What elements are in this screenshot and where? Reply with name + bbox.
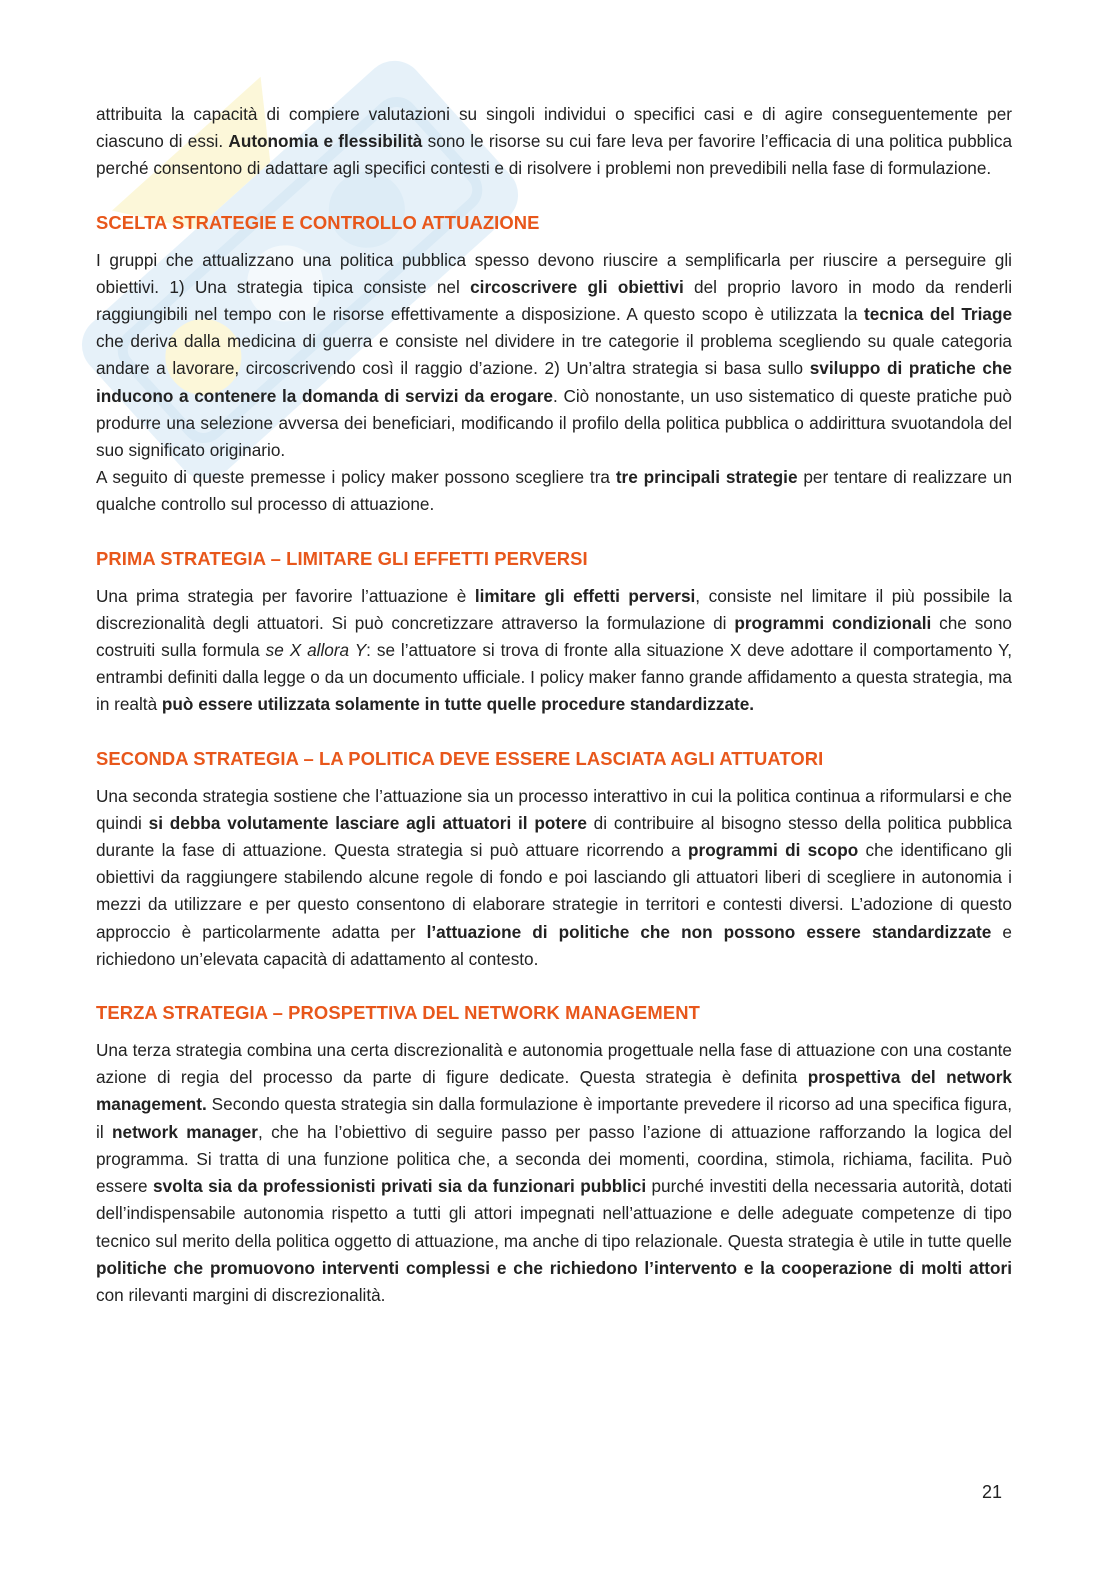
section-heading: TERZA STRATEGIA – PROSPETTIVA DEL NETWORK MANAGEMENT: [96, 1002, 700, 1024]
text-run: , che ha l’obiettivo di seguire passo per passo l’azione di attuazione rafforzando la logica del programma. Si tratta di una funzione politica che, a seconda dei momenti, coordina, stimola, richiama, facilita. Può essere: [96, 1121, 1012, 1197]
bold-text: svolta sia da professionisti privati sia da funzionari pubblici: [153, 1176, 647, 1197]
text-run: di contribuire al bisogno stesso della politica pubblica durante la fase di attuazione. Questa strategia si può attuare ricorrendo a: [96, 812, 1012, 861]
bold-text: tecnica del Triage: [864, 304, 1012, 325]
section-paragraph: [96, 1037, 1012, 1309]
italic-text: se X allora Y: [265, 640, 367, 661]
section-paragraph: [96, 583, 1012, 719]
text-run: del proprio lavoro in modo da renderli raggiungibili nel tempo con le risorse effettivamente a disposizione. A questo scopo è utilizzata la: [96, 276, 1013, 325]
text-run: , consiste nel limitare il più possibile la discrezionalità degli attuatori. Si può concretizzare attraverso la formulazione di: [96, 585, 1013, 633]
bold-text: politiche che promuovono interventi complessi e che richiedono l’intervento e la cooperazione di molti attori: [96, 1257, 1012, 1278]
bold-text: programmi di scopo: [688, 840, 859, 861]
bold-text: l’attuazione di politiche che non possono essere standardizzate: [426, 921, 992, 942]
bold-text: si debba volutamente lasciare agli attuatori il potere: [148, 812, 587, 833]
bold-text: può essere utilizzata solamente in tutte quelle procedure standardizzate.: [161, 694, 755, 715]
text-run: A seguito di queste premesse i policy maker possono scegliere tra: [96, 467, 616, 488]
bold-text: sviluppo di pratiche che inducono a contenere la domanda di servizi da erogare: [96, 358, 1012, 406]
text-run: sono le risorse su cui fare leva per favorire l’efficacia di una politica pubblica perché consentono di adattare agli specifici contesti e di risolvere i problemi non prevedibili nella fase di formulazione.: [96, 131, 1013, 179]
text-run: I gruppi che attualizzano una politica pubblica spesso devono riuscire a semplificarla per riuscire a perseguire gli obiettivi. 1) Una strategia tipica consiste nel: [96, 249, 1012, 297]
text-run: Una seconda strategia sostiene che l’attuazione sia un processo interattivo in cui la politica continua a riformularsi e che quindi: [96, 785, 1012, 833]
text-run: che identificano gli obiettivi da raggiungere stabilendo alcune regole di fondo e poi lasciando gli attuatori liberi di scegliere in autonomia i mezzi da utilizzare e per questo consentono di elaborare strategie in territori e contesti diversi. L’adozione di questo approccio è particolarmente adatta per: [96, 840, 1012, 942]
text-run: che deriva dalla medicina di guerra e consiste nel dividere in tre categorie il problema scegliendo su quale categoria andare a lavorare, circoscrivendo così il raggio d’azione. 2) Un’altra strategia si basa sullo: [96, 331, 1012, 379]
bold-text: prospettiva del network management.: [96, 1067, 1012, 1115]
bold-text: circoscrivere gli obiettivi: [470, 276, 684, 297]
page-content: [96, 101, 1012, 1309]
section-heading: SCELTA STRATEGIE E CONTROLLO ATTUAZIONE: [96, 211, 540, 233]
text-run: e richiedono un’elevata capacità di adattamento al contesto.: [96, 921, 1012, 969]
text-run: : se l’attuatore si trova di fronte alla situazione X deve adottare il comportamento Y, entrambi definiti dalla legge o da un documento ufficiale. I policy maker fanno grande affidamento a questa strategia, ma in realtà: [96, 640, 1013, 715]
text-run: Una prima strategia per favorire l’attuazione è: [96, 585, 475, 606]
section-heading: PRIMA STRATEGIA – LIMITARE GLI EFFETTI PERVERSI: [96, 547, 588, 569]
section-heading: SECONDA STRATEGIA – LA POLITICA DEVE ESSERE LASCIATA AGLI ATTUATORI: [96, 747, 824, 769]
bold-text: tre principali strategie: [615, 467, 798, 488]
section-paragraph: [96, 783, 1012, 973]
text-run: . Ciò nonostante, un uso sistematico di queste pratiche può produrre una selezione avversa dei beneficiari, modificando il profilo della politica pubblica o addirittura svuotandola del suo significato originario.: [96, 385, 1012, 461]
bold-text: Autonomia e flessibilità: [228, 131, 423, 152]
bold-text: network manager: [112, 1121, 258, 1142]
text-run: Una terza strategia combina una certa discrezionalità e autonomia progettuale nella fase di attuazione con una costante azione di regia del processo da parte di figure dedicate. Questa strategia è definita: [96, 1040, 1012, 1088]
section-paragraph: [96, 464, 1012, 518]
text-run: attribuita la capacità di compiere valutazioni su singoli individui o specifici casi e di agire conseguentemente per ciascuno di essi.: [96, 104, 1012, 152]
bold-text: programmi condizionali: [734, 612, 932, 633]
page-number: 21: [981, 1482, 1002, 1502]
section-paragraph: [96, 247, 1012, 465]
text-run: purché investiti della necessaria autorità, dotati dell’indispensabile autonomia rispetto a tutti gli attori impegnati nell’attuazione e delle adeguate competenze di tipo tecnico sul merito della politica oggetto di attuazione, ma anche di tipo relazionale. Questa strategia è utile in tutte quelle: [96, 1176, 1012, 1251]
intro-paragraph: [96, 101, 1012, 183]
text-run: che sono costruiti sulla formula: [96, 612, 1012, 661]
text-run: Secondo questa strategia sin dalla formulazione è importante prevedere il ricorso ad una specifica figura, il: [96, 1094, 1012, 1142]
text-run: con rilevanti margini di discrezionalità.: [96, 1284, 386, 1305]
bold-text: limitare gli effetti perversi: [474, 585, 696, 606]
sections: [96, 210, 1012, 1310]
text-run: per tentare di realizzare un qualche controllo sul processo di attuazione.: [96, 467, 1013, 515]
